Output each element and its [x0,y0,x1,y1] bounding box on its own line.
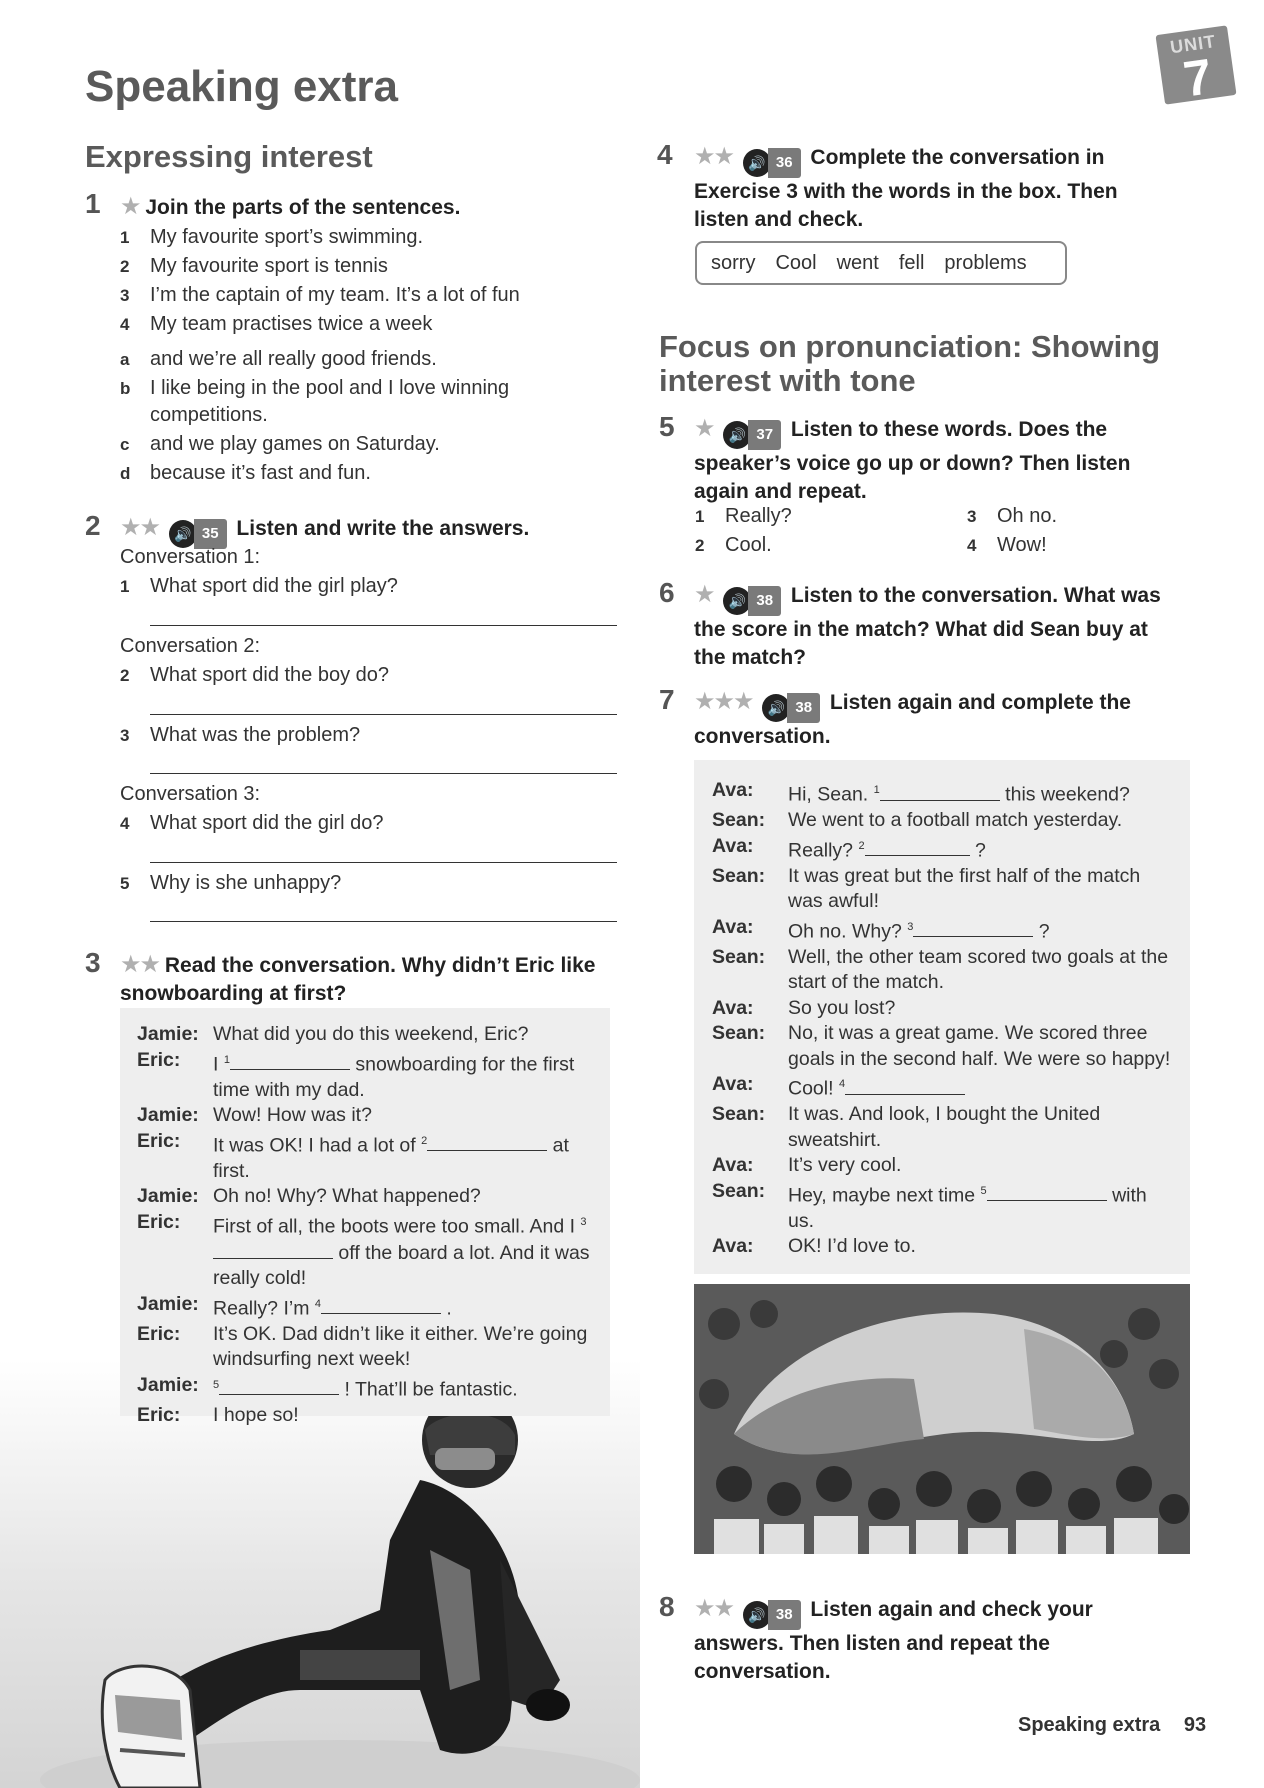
gap-blank[interactable] [213,1240,333,1259]
gap-blank[interactable] [230,1051,350,1070]
instruction-text: Listen to the conversation. What was the score in the match? What did Sean buy at the match? [694,584,1161,669]
exercise-2-content [120,721,620,750]
star-icon: ★★ [694,1595,734,1622]
section-heading-expressing-interest: Expressing interest [85,139,373,174]
audio-track-button[interactable] [723,586,781,616]
track-number: 36 [768,148,801,178]
question: 4 What sport did the girl do? [120,812,384,834]
exercise-8-instruction [694,1595,1154,1686]
conversation-label: Conversation 2: [120,635,261,657]
dialogue-line: Ava: Really? $^2$ ? [712,834,986,861]
speaker-icon: 🔊 [723,421,751,449]
dialogue-line: Ava: So you lost? [712,996,896,1019]
dialogue-line: Sean: Hey, maybe next time $^5$ with us. [712,1179,1147,1232]
star-icon: ★★★ [694,688,753,715]
word-option: sorry [711,251,756,274]
list-item: 2 Cool. [695,534,772,556]
audio-track-button[interactable] [762,693,820,723]
list-item: c and we play games on Saturday. [120,433,440,455]
audio-track-button[interactable] [743,148,801,178]
list-item: b I like being in the pool and I love winning competitions. [120,377,510,426]
unit-number: 7 [1180,48,1216,108]
track-number: 35 [194,519,227,549]
conversation-label: Conversation 1: [120,546,261,568]
exercise-1-instruction [120,193,620,222]
star-icon: ★★ [120,514,160,541]
speaker-icon: 🔊 [743,149,771,177]
dialogue-line: Ava: Oh no. Why? $^3$ ? [712,915,1050,942]
instruction-text: Listen and write the answers. [236,517,530,540]
answer-line[interactable] [150,625,617,626]
dialogue-line: Ava: Hi, Sean. $^1$ this weekend? [712,779,1130,806]
list-item: a and we’re all really good friends. [120,348,437,370]
gap-blank[interactable] [427,1132,547,1151]
dialogue-line: Jamie: Oh no! Why? What happened? [137,1185,481,1207]
dialogue-line: Jamie: Really? I’m $^4$ . [137,1292,452,1319]
exercise-1-options [120,346,560,487]
exercise-number: 6 [659,577,675,608]
dialogue-line: Jamie: What did you do this weekend, Eric? [137,1023,529,1045]
unit-badge [1155,25,1236,108]
conversation-label: Conversation 3: [120,783,261,805]
question: 1 What sport did the girl play? [120,575,398,597]
gap-blank[interactable] [880,782,1000,801]
question: 2 What sport did the boy do? [120,664,390,686]
exercise-6-instruction [694,581,1174,672]
instruction-text: Read the conversation. Why didn’t Eric like snowboarding at first? [120,954,596,1005]
exercise-7-instruction [694,688,1174,751]
instruction-text: Listen again and complete the conversation. [694,691,1131,748]
track-number: 37 [748,420,781,450]
list-item: 1 My favourite sport’s swimming. [120,226,424,248]
star-icon: ★ [120,193,140,220]
exercise-2-content [120,780,620,838]
exercise-number: 4 [657,139,673,170]
page-title: Speaking extra [85,62,399,111]
list-item: 4 My team practises twice a week [120,313,433,335]
exercise-number: 5 [659,411,675,442]
gap-blank[interactable] [865,837,970,856]
list-item: 3 Oh no. [967,505,1058,527]
exercise-5-items [967,502,1167,560]
gap-blank[interactable] [321,1295,441,1314]
dialogue-line: Eric: It was OK! I had a lot of $^2$ at first. [137,1129,569,1182]
exercise-number: 3 [85,947,101,978]
exercise-4-instruction [694,143,1174,234]
exercise-number: 2 [85,510,101,541]
crowd-with-flag-illustration [694,1284,1190,1554]
section-heading-pronunciation: Focus on pronunciation: Showing interest with tone [659,329,1161,398]
dialogue-line: Sean: Well, the other team scored two goals at the start of the match. [712,945,1169,993]
star-icon: ★★ [694,143,734,170]
answer-line[interactable] [150,773,617,774]
list-item: 4 Wow! [967,534,1047,556]
exercise-3-instruction [120,951,620,1008]
conversation-box-eric [120,1008,610,1426]
list-item: 2 My favourite sport is tennis [120,255,388,277]
word-box [695,241,1067,285]
exercise-number: 8 [659,1591,675,1622]
dialogue-line: Sean: We went to a football match yesterday. [712,809,1123,831]
unit-label: UNIT [1168,31,1218,58]
gap-blank[interactable] [987,1182,1107,1201]
track-number: 38 [768,1600,801,1630]
speaker-icon: 🔊 [743,1601,771,1629]
page-footer [1018,1714,1206,1737]
dialogue-line: Eric: I hope so! [137,1403,299,1426]
track-number: 38 [748,586,781,616]
speaker-icon: 🔊 [169,520,197,548]
exercise-number: 1 [85,188,101,219]
dialogue-line: Sean: It was. And look, I bought the United sweatshirt. [712,1103,1101,1151]
word-option: went [836,251,879,274]
speaker-icon: 🔊 [723,587,751,615]
dialogue-line: Eric: First of all, the boots were too small. And I $^3$ off the board a lot. And it was really cold! [137,1210,590,1289]
dialogue-line: Ava: OK! I’d love to. [712,1235,916,1257]
gap-blank[interactable] [219,1376,339,1395]
footer-section-name: Speaking extra [1018,1714,1161,1736]
dialogue-line: Ava: Cool! $^4$ [712,1072,1174,1102]
list-item: 3 I’m the captain of my team. It’s a lot of fun [120,284,520,306]
dialogue-line: Sean: No, it was a great game. We scored three goals in the second half. We were so happy! [712,1022,1171,1070]
dialogue-line: Eric: I $^1$ snowboarding for the first time with my dad. [137,1048,575,1101]
dialogue-line: Ava: It’s very cool. [712,1154,902,1176]
instruction-text: Join the parts of the sentences. [145,196,461,219]
instruction-text: Listen to these words. Does the speaker’s voice go up or down? Then listen again and repeat. [694,418,1131,503]
track-number: 38 [787,693,820,723]
instruction-text: Listen again and check your answers. Then listen and repeat the conversation. [694,1598,1093,1683]
audio-track-button[interactable] [723,420,781,450]
exercise-5-instruction [694,415,1174,506]
dialogue-line: Sean: It was great but the first half of the match was awful! [712,864,1141,912]
word-option: problems [944,251,1027,274]
star-icon: ★ [694,415,714,442]
exercise-1-items [120,223,620,339]
word-option: Cool [775,251,817,274]
star-icon: ★ [694,581,714,608]
gap-blank[interactable] [913,918,1033,937]
exercise-number: 7 [659,684,675,715]
gap-blank[interactable] [845,1076,965,1095]
exercise-2-content [120,543,620,601]
list-item: 1 Really? [695,505,792,527]
word-option: fell [898,251,925,274]
exercise-2-content [120,632,620,690]
dialogue-line: Jamie: Wow! How was it? [137,1104,372,1126]
dialogue-line: Eric: It’s OK. Dad didn’t like it either. We’re going windsurfing next week! [137,1322,588,1370]
page-number: 93 [1183,1714,1207,1736]
football-crowd-photo [694,1284,1190,1554]
audio-track-button[interactable] [743,1600,801,1630]
question: 3 What was the problem? [120,724,361,746]
conversation-box-sean [694,760,1190,1274]
exercise-5-items [695,502,995,560]
star-icon: ★★ [120,951,160,978]
answer-line[interactable] [150,714,617,715]
question: 5 Why is she unhappy? [120,872,342,894]
dialogue-line: Jamie: $^5$ ! That’ll be fantastic. [137,1373,518,1400]
speaker-icon: 🔊 [762,694,790,722]
exercise-2-content [120,869,620,898]
answer-line[interactable] [150,921,617,922]
list-item: d because it’s fast and fun. [120,462,371,484]
instruction-text: Complete the conversation in Exercise 3 with the words in the box. Then listen and check. [694,146,1118,231]
answer-line[interactable] [150,862,617,863]
